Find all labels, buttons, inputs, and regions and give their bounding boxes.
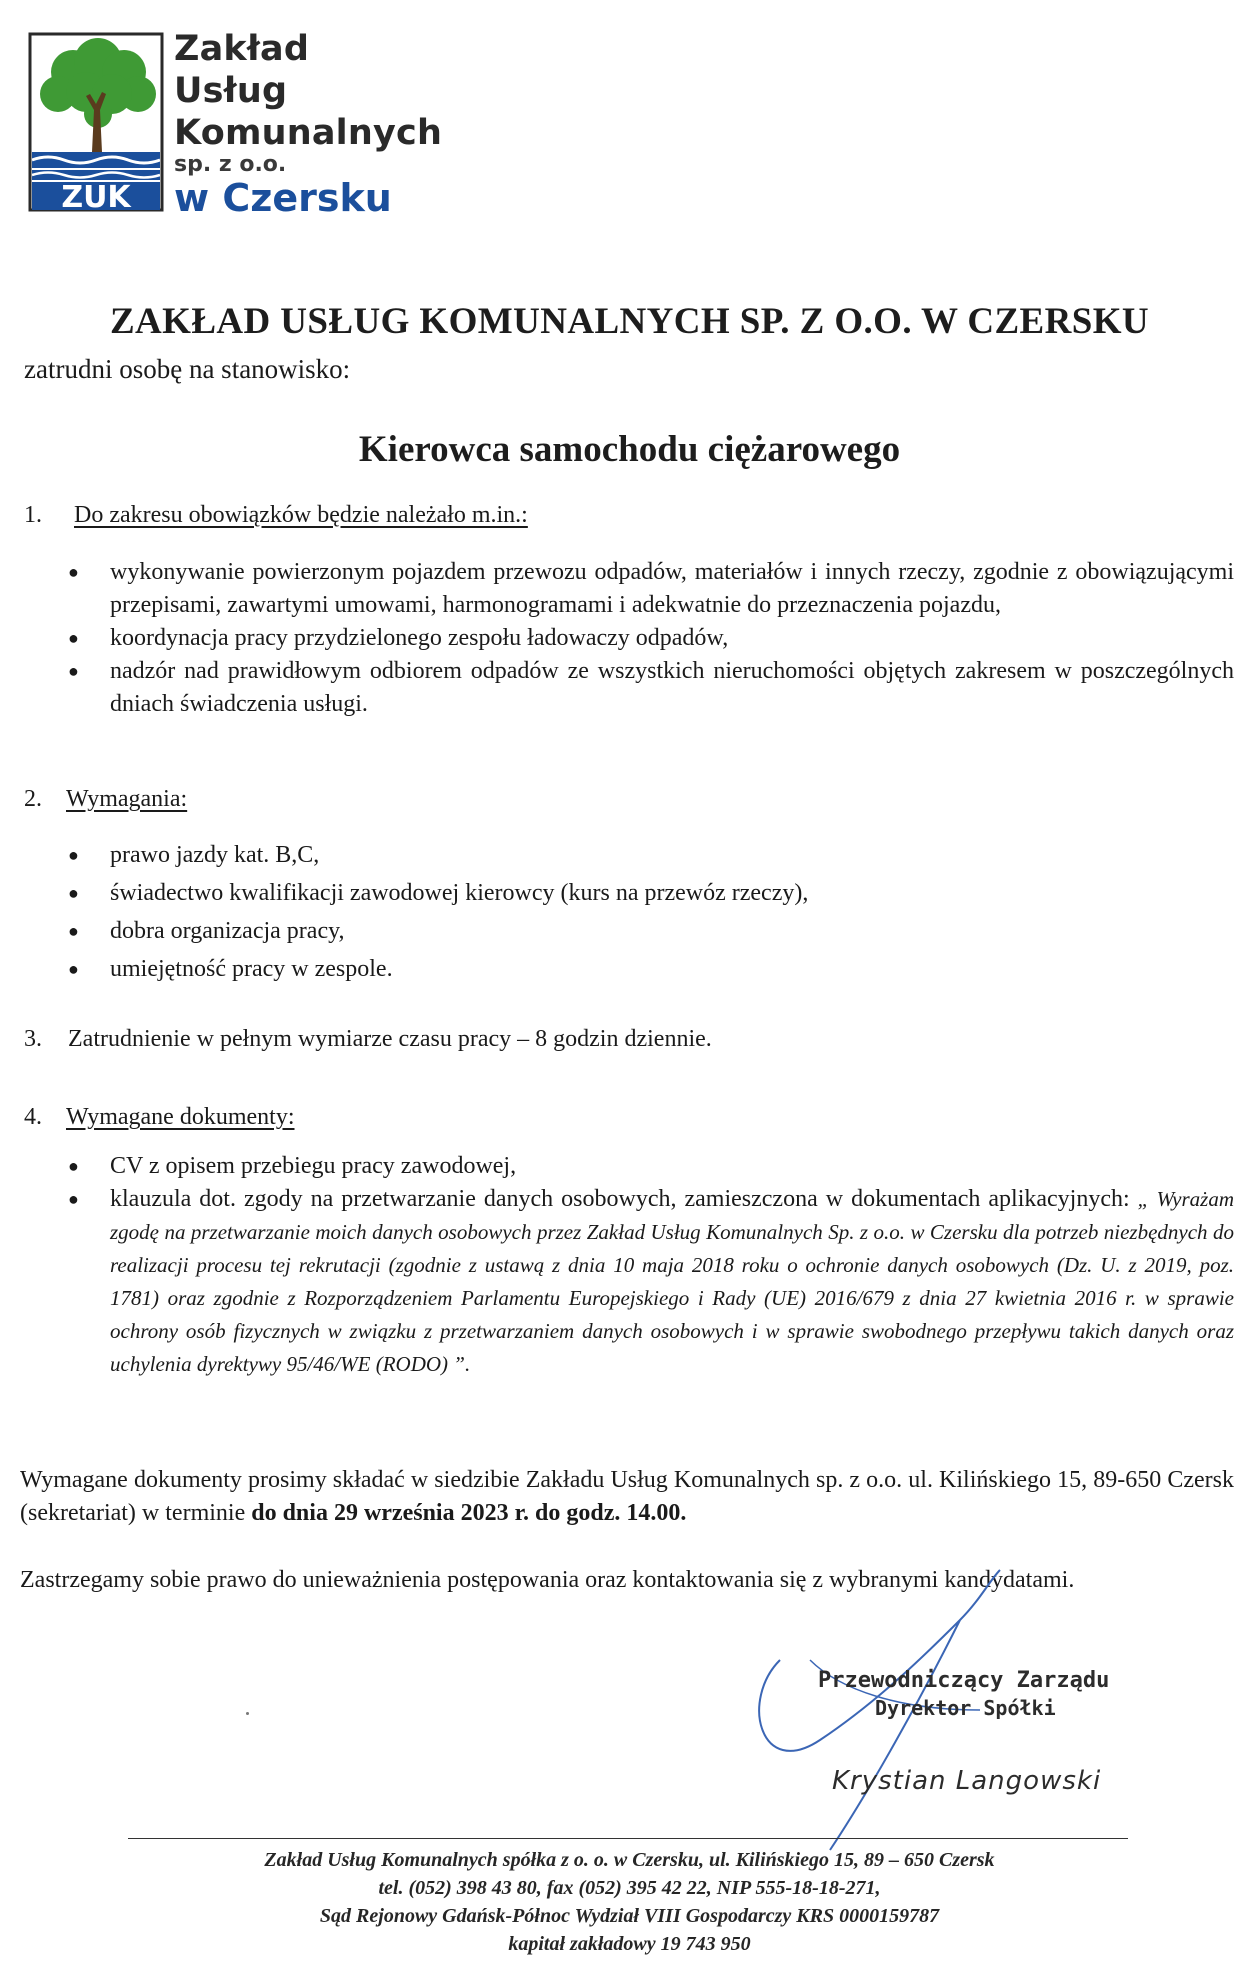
- section-3: [24, 1026, 712, 1053]
- bullet-icon: ●: [68, 1189, 79, 1209]
- footer-line-1: Zakład Usług Komunalnych spółka z o. o. w Czersku, ul. Kilińskiego 15, 89 – 650 Czersk: [264, 1849, 995, 1871]
- list-item-text: dobra organizacja pracy,: [110, 918, 345, 944]
- logo-line-5: w Czersku: [174, 176, 392, 220]
- bullet-icon: ●: [68, 845, 79, 865]
- employment-text: Zatrudnienie w pełnym wymiarze czasu pracy – 8 godzin dziennie.: [68, 1026, 712, 1052]
- logo-badge: ZUK: [61, 180, 131, 212]
- list-item: [64, 1183, 1234, 1381]
- company-logo: [28, 29, 448, 222]
- bullet-icon: ●: [68, 661, 79, 681]
- signature-name: Krystian Langowski: [832, 1766, 1102, 1796]
- list-item: [64, 874, 1234, 912]
- bullet-icon: ●: [68, 921, 79, 941]
- list-item-text: nadzór nad prawidłowym odbiorem odpadów ze wszystkich nieruchomości objętych zakresem w poszczególnych dniach świadczenia usługi.: [110, 658, 1234, 717]
- footer-line-3: Sąd Rejonowy Gdańsk-Północ Wydział VIII Gospodarczy KRS 0000159787: [319, 1905, 940, 1927]
- logo-line-1: Zakład: [174, 29, 310, 69]
- section-number: 1.: [24, 502, 42, 528]
- submission-text: Wymagane dokumenty prosimy składać w siedzibie Zakładu Usług Komunalnych sp. z o.o. ul. Kilińskiego 15, 89-650 Czersk (sekretariat) w terminie: [20, 1467, 1234, 1526]
- list-item: [64, 950, 1234, 988]
- footer-line-2: tel. (052) 398 43 80, fax (052) 395 42 22, NIP 555-18-18-271,: [378, 1877, 881, 1899]
- list-item-text: prawo jazdy kat. B,C,: [110, 842, 320, 868]
- reservation-paragraph: Zastrzegamy sobie prawo do unieważnienia postępowania oraz kontaktowania się z wybranymi kandydatami.: [20, 1567, 1075, 1593]
- list-item-text: koordynacja pracy przydzielonego zespołu ładowaczy odpadów,: [110, 625, 729, 651]
- section-number: 3.: [24, 1026, 42, 1052]
- section-number: 2.: [24, 786, 42, 812]
- documents-list: [64, 1150, 1234, 1381]
- signature-role: Dyrektor Spółki: [875, 1696, 1056, 1720]
- list-item-text: umiejętność pracy w zespole.: [110, 956, 393, 982]
- list-item: [64, 655, 1234, 721]
- bullet-icon: ●: [68, 628, 79, 648]
- list-item: [64, 556, 1234, 622]
- logo-line-3: Komunalnych: [174, 113, 443, 153]
- footer-divider: [128, 1838, 1128, 1839]
- logo-line-4: sp. z o.o.: [174, 152, 287, 177]
- bullet-icon: ●: [68, 562, 79, 582]
- footer: [0, 1846, 1259, 1958]
- speck: [246, 1712, 249, 1715]
- section-title: Wymagane dokumenty:: [66, 1104, 295, 1130]
- logo-wordmark: [174, 28, 442, 220]
- list-item: [64, 1150, 1234, 1183]
- footer-line-4: kapitał zakładowy 19 743 950: [508, 1933, 751, 1955]
- section-2-header: [24, 786, 187, 813]
- company-heading: ZAKŁAD USŁUG KOMUNALNYCH SP. Z O.O. W CZERSKU: [109, 301, 1150, 342]
- signature-title: Przewodniczący Zarządu: [818, 1668, 1110, 1693]
- section-number: 4.: [24, 1104, 42, 1130]
- list-item-text: wykonywanie powierzonym pojazdem przewozu odpadów, materiałów i innych rzeczy, zgodnie z obowiązującymi przepisami, zawartymi umowami, harmonogramami i adekwatnie do przeznaczenia pojazdu,: [110, 559, 1234, 618]
- submission-paragraph: [20, 1464, 1234, 1530]
- section-title: Wymagania:: [66, 786, 188, 812]
- bullet-icon: ●: [68, 959, 79, 979]
- section-4-header: [24, 1104, 295, 1131]
- section-1-header: [24, 502, 528, 529]
- tree-logo-icon: [28, 32, 166, 212]
- submission-deadline: do dnia 29 września 2023 r. do godz. 14.00.: [251, 1500, 687, 1526]
- subtitle: zatrudni osobę na stanowisko:: [24, 354, 351, 384]
- consent-intro: klauzula dot. zgody na przetwarzanie danych osobowych, zamieszczona w dokumentach aplikacyjnych:: [110, 1186, 1138, 1212]
- list-item: [64, 836, 1234, 874]
- requirements-list: [64, 836, 1234, 988]
- bullet-icon: ●: [68, 883, 79, 903]
- bullet-icon: ●: [68, 1156, 79, 1176]
- consent-clause: „ Wyrażam zgodę na przetwarzanie moich danych osobowych przez Zakład Usług Komunalnych Sp. z o.o. w Czersku dla potrzeb niezbędnych do realizacji procesu tej rekrutacji (zgodnie z ustawą z dnia 10 maja 2018 roku o ochronie danych osobowych (Dz. U. z 2019, poz. 1781) oraz zgodnie z Rozporządzeniem Parlamentu Europejskiego i Rady (UE) 2016/679 z dnia 27 kwietnia 2016 r. w sprawie ochrony osób fizycznych w związku z przetwarzaniem danych osobowych i w sprawie swobodnego przepływu takich danych oraz uchylenia dyrektywy 95/46/WE (RODO) ”.: [110, 1187, 1235, 1376]
- list-item-text: świadectwo kwalifikacji zawodowej kierowcy (kurs na przewóz rzeczy),: [110, 880, 809, 906]
- list-item-text: CV z opisem przebiegu pracy zawodowej,: [110, 1153, 517, 1179]
- job-position-title: Kierowca samochodu ciężarowego: [358, 429, 901, 470]
- logo-line-2: Usług: [174, 71, 288, 111]
- list-item: [64, 912, 1234, 950]
- section-title: Do zakresu obowiązków będzie należało m.in.:: [74, 502, 528, 528]
- duties-list: [64, 556, 1234, 721]
- list-item: [64, 622, 1234, 655]
